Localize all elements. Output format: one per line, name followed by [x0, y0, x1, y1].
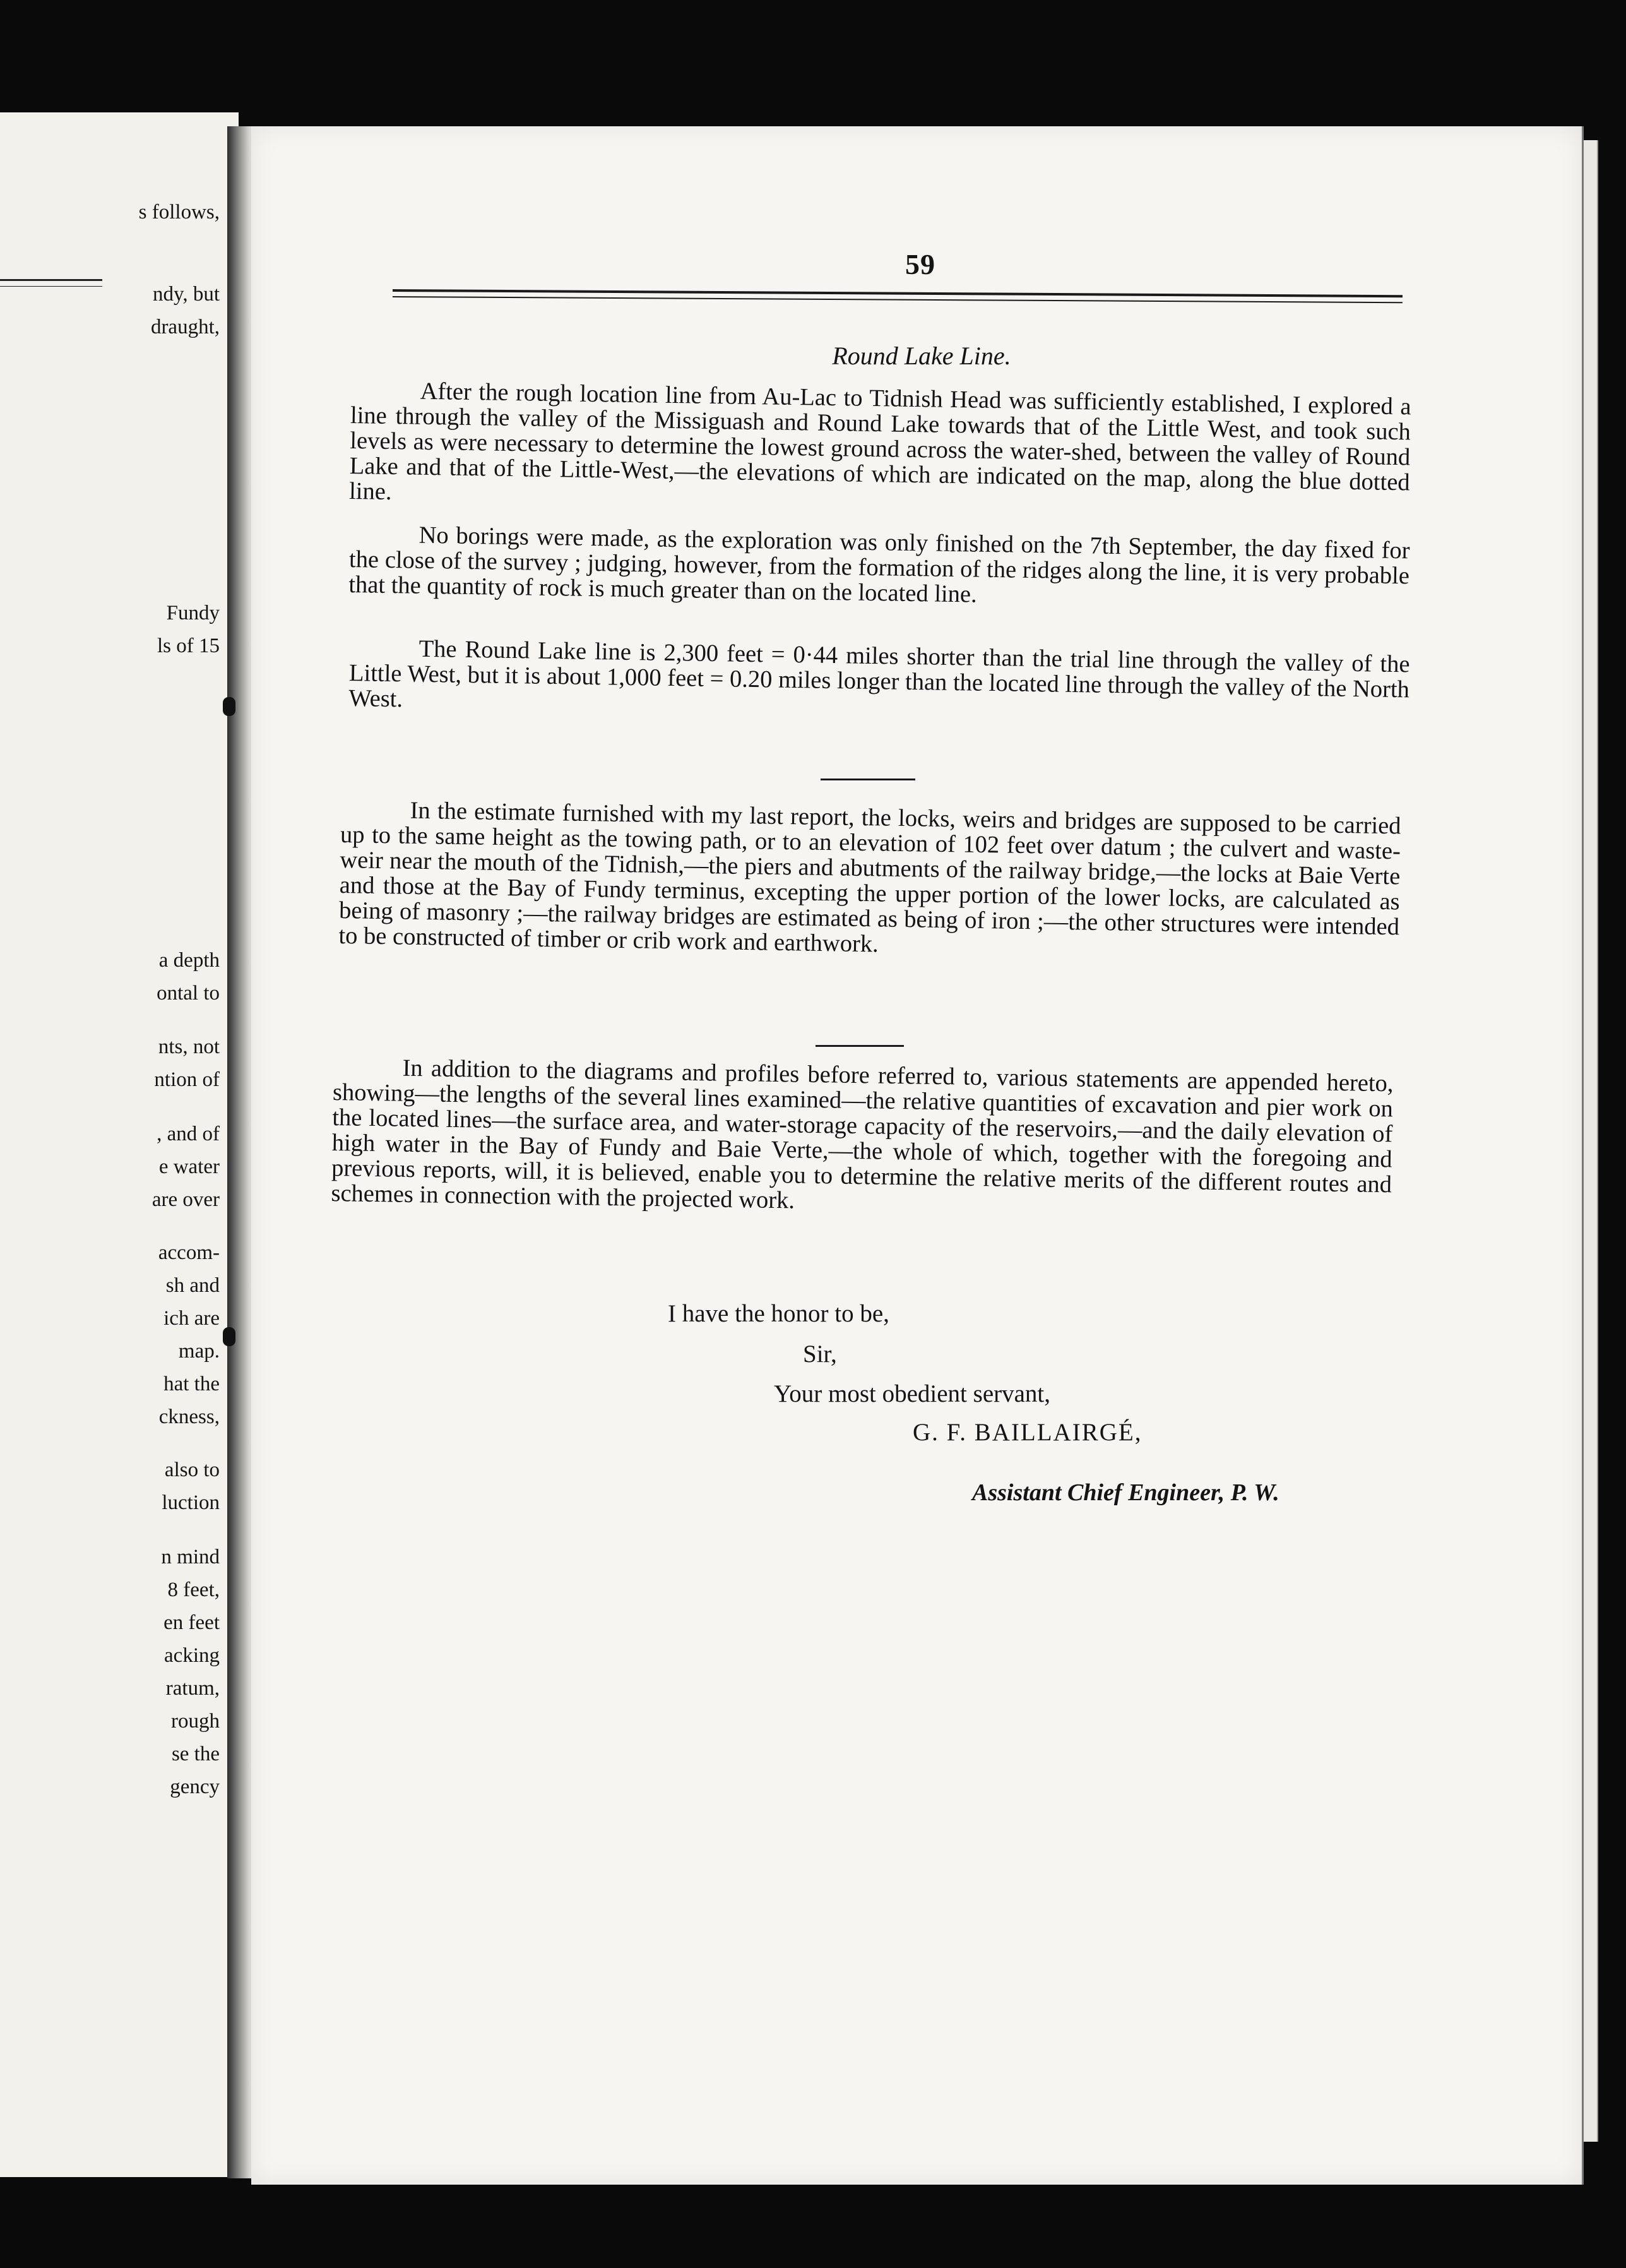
paragraph-estimate: In the estimate furnished with my last report, the locks, weirs and bridges are supposed to be carried up to the same height as the towing path, or to an elevation of 102 feet over datum ; the culvert and waste-weir near the mouth of the Tidnish,—the piers and abutments of the railway bridge,—the locks at Baie Verte and those at the Bay of Fundy terminus, excepting the upper portion of the lower locks, are calculated as being of masonry ;—the railway bridges are estimated as being of iron ;—the other structures were intended to be constructed of timber or crib work and earthwork. — [338, 797, 1401, 958]
section-divider — [821, 779, 915, 780]
paragraph-line-comparison: The Round Lake line is 2,300 feet = 0·44 miles shorter than the trial line through the valley of the Little West, but it is about 1,000 feet = 0.20 miles longer than the located line through the valley of the North West. — [348, 635, 1410, 713]
section-divider — [816, 1045, 904, 1047]
left-page-fragment: also to — [164, 1459, 220, 1481]
binding-staple — [223, 1327, 235, 1346]
left-page-fragment: ckness, — [158, 1406, 220, 1428]
left-page-fragment: are over — [151, 1188, 220, 1211]
left-page-fragment: rough — [171, 1710, 220, 1733]
left-page-fragment: en feet — [163, 1611, 220, 1634]
signature-title: Assistant Chief Engineer, P. W. — [972, 1479, 1279, 1506]
left-page-fragment: map. — [178, 1340, 220, 1363]
left-page-fragment: ratum, — [165, 1677, 220, 1700]
signature-name: G. F. BAILLAIRGÉ, — [913, 1419, 1142, 1446]
section-title: Round Lake Line. — [832, 342, 1011, 370]
left-page-fragment: ontal to — [157, 982, 220, 1005]
left-page-fragment: luction — [162, 1491, 220, 1514]
left-page-fragment: se the — [171, 1743, 220, 1765]
binding-staple — [223, 697, 235, 716]
left-page — [0, 112, 239, 2177]
left-page-fragment: acking — [164, 1644, 220, 1667]
closing-line: Your most obedient servant, — [774, 1380, 1051, 1407]
left-page-fragment: e water — [158, 1155, 220, 1178]
left-page-fragment: draught, — [150, 316, 220, 338]
left-page-fragment: n mind — [161, 1546, 220, 1568]
paragraph-diagrams: In addition to the diagrams and profiles before referred to, various statements are appended hereto, showing—the lengths of the several lines examined—the relative quantities of excavation and pier work on the located lines—the surface area, and water-storage capacity of the reservoirs,—and the daily elevation of high water in the Bay of Fundy and Baie Verte,—the whole of which, together with the foregoing and previous reports, will, it is believed, enable you to determine the relative merits of the different routes and schemes in connection with the projected work. — [331, 1054, 1394, 1214]
left-page-fragment: 8 feet, — [167, 1579, 220, 1601]
left-page-fragment: sh and — [165, 1274, 220, 1297]
page-number: 59 — [905, 248, 935, 280]
left-page-fragment: , and of — [157, 1123, 220, 1145]
left-page-fragment: Fundy — [166, 602, 220, 624]
paragraph-borings: No borings were made, as the exploration was only finished on the 7th September, the day fixed for the close of the survey ; judging, however, from the formation of the ridges along the line, it is very probable that the quantity of rock is much greater than on the located line. — [348, 522, 1410, 608]
left-page-fragment: a depth — [158, 949, 220, 972]
closing-line: I have the honor to be, — [668, 1300, 889, 1327]
left-page-fragment: ls of 15 — [157, 635, 220, 657]
left-page-fragment: ntion of — [154, 1068, 220, 1091]
left-page-fragment: gency — [170, 1776, 220, 1798]
left-page-fragment: hat the — [163, 1373, 220, 1395]
left-page-fragment: accom- — [158, 1241, 220, 1264]
left-page-fragment: s follows, — [138, 201, 220, 224]
salutation: Sir, — [803, 1340, 837, 1368]
left-page-fragment: ich are — [163, 1307, 220, 1330]
left-page-fragment: nts, not — [158, 1036, 220, 1058]
left-page-fragment: ndy, but — [152, 283, 220, 306]
paragraph-round-lake-exploration: After the rough location line from Au-Lac to Tidnish Head was sufficiently established, I explored a line through the valley of the Missiguash and Round Lake towards that of the Little West, and took such levels as were necessary to determine the lowest ground across the water-shed, between the valley of Round Lake and that of the Little-West,—the elevations of which are indicated on the map, along the blue dotted line. — [348, 378, 1411, 506]
